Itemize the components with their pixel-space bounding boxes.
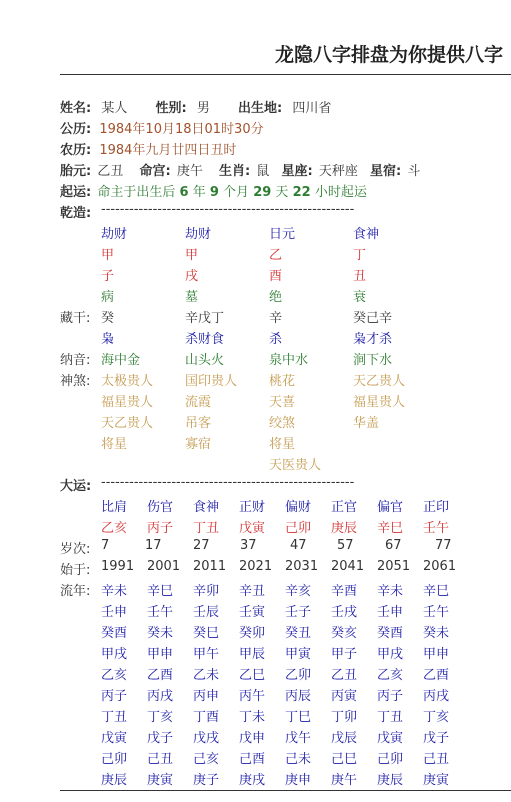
shensha-cell: 太极贵人 [101, 374, 154, 389]
qianzao-zhangsheng-cell: 衰 [353, 290, 367, 305]
dayun-shishen-cell: 正财 [239, 500, 266, 515]
liunian-cell: 己亥 [193, 752, 220, 767]
liunian-cell: 甲申 [147, 647, 174, 662]
liunian-cell: 丁酉 [193, 710, 220, 725]
suici-cell: 17 [145, 538, 162, 553]
liunian-cell: 癸酉 [377, 626, 404, 641]
qianzao-zhangsheng-cell: 墓 [185, 290, 199, 305]
liunian-cell: 丙子 [377, 689, 404, 704]
qianzao-tiangan-cell: 甲 [185, 248, 199, 263]
qiyun-label: 起运: [60, 185, 92, 200]
liunian-cell: 庚申 [285, 773, 312, 788]
taiyuan-value: 乙丑 [97, 164, 124, 179]
liunian-cell: 丙寅 [331, 689, 358, 704]
liunian-cell: 丙午 [239, 689, 266, 704]
qiyun-days-unit: 天 [275, 185, 289, 200]
shensha-cell: 将星 [101, 437, 128, 452]
liunian-cell: 癸巳 [193, 626, 220, 641]
liunian-cell: 癸酉 [101, 626, 128, 641]
liunian-cell: 乙酉 [147, 668, 174, 683]
qianzao-nayin-cell: 海中金 [101, 353, 141, 368]
liunian-cell: 壬戌 [331, 605, 358, 620]
liunian-cell: 庚戌 [239, 773, 266, 788]
name-value: 某人 [101, 101, 128, 116]
qianzao-dizhi-cell: 丑 [353, 269, 367, 284]
shensha-label: 神煞: [60, 374, 91, 389]
dayun-shishen-cell: 比肩 [101, 500, 128, 515]
shiyu-cell: 2051 [377, 559, 411, 574]
liunian-cell: 辛卯 [193, 584, 220, 599]
dayun-ganzhi-cell: 辛巳 [377, 521, 404, 536]
shensha-cell: 天喜 [269, 395, 296, 410]
qianzao-canggan-cell: 癸 [101, 311, 115, 326]
info-row-lunar [60, 139, 236, 158]
shengxiao-label: 生肖: [219, 164, 251, 179]
liunian-cell: 己丑 [423, 752, 450, 767]
liunian-cell: 癸未 [423, 626, 450, 641]
liunian-cell: 辛酉 [331, 584, 358, 599]
qianzao-canggan-cell: 辛戊丁 [185, 311, 225, 326]
birthplace-value: 四川省 [292, 101, 332, 116]
shengxiao-value: 鼠 [256, 164, 270, 179]
qiyun-days: 29 [253, 185, 272, 200]
qianzao-nayin-cell: 涧下水 [353, 353, 393, 368]
qianzao-shishen-cell: 劫财 [185, 227, 212, 242]
suici-cell: 37 [240, 538, 257, 553]
qianzao-dizhi-cell: 子 [101, 269, 115, 284]
liunian-cell: 甲午 [193, 647, 220, 662]
liunian-cell: 庚寅 [423, 773, 450, 788]
qianzao-nayin-cell: 泉中水 [269, 353, 309, 368]
liunian-cell: 辛亥 [285, 584, 312, 599]
liunian-cell: 乙亥 [101, 668, 128, 683]
liunian-cell: 甲申 [423, 647, 450, 662]
liunian-cell: 丁巳 [285, 710, 312, 725]
liunian-cell: 乙未 [193, 668, 220, 683]
solar-value: 1984年10月18日01时30分 [99, 122, 264, 137]
liunian-cell: 丙申 [193, 689, 220, 704]
qianzao-dizhi-cell: 酉 [269, 269, 283, 284]
qianzao-tiangan-cell: 乙 [269, 248, 283, 263]
xingxiu-value: 斗 [407, 164, 421, 179]
dayun-shishen-cell: 偏财 [285, 500, 312, 515]
liunian-cell: 己丑 [147, 752, 174, 767]
liunian-cell: 戊寅 [101, 731, 128, 746]
qiyun-years-unit: 年 [192, 185, 206, 200]
dayun-ganzhi-cell: 壬午 [423, 521, 450, 536]
liunian-cell: 庚子 [193, 773, 220, 788]
liunian-cell: 乙酉 [423, 668, 450, 683]
qianzao-shishen-cell: 劫财 [101, 227, 128, 242]
liunian-cell: 己卯 [101, 752, 128, 767]
qianzao-nayin-cell: 山头火 [185, 353, 225, 368]
liunian-cell: 丙子 [101, 689, 128, 704]
liunian-cell: 丁亥 [147, 710, 174, 725]
liunian-cell: 壬午 [147, 605, 174, 620]
qianzao-zhangsheng-cell: 病 [101, 290, 115, 305]
liunian-cell: 戊子 [423, 731, 450, 746]
xingxiu-label: 星宿: [370, 164, 402, 179]
qianzao-shishen-cell: 食神 [353, 227, 380, 242]
shensha-cell: 吊客 [185, 416, 212, 431]
qiyun-prefix: 命主于出生后 [97, 185, 176, 200]
info-row-qiyun [60, 181, 367, 200]
liunian-cell: 丁丑 [101, 710, 128, 725]
qianzao-tiangan-cell: 甲 [101, 248, 115, 263]
dayun-shishen-cell: 正印 [423, 500, 450, 515]
suici-cell: 57 [337, 538, 354, 553]
xingzuo-value: 天秤座 [318, 164, 358, 179]
liunian-cell: 己未 [285, 752, 312, 767]
shensha-cell: 天乙贵人 [353, 374, 406, 389]
sex-value: 男 [196, 101, 210, 116]
liunian-cell: 甲戌 [377, 647, 404, 662]
qianzao-zhangsheng-cell: 绝 [269, 290, 283, 305]
liunian-cell: 辛未 [377, 584, 404, 599]
dayun-shishen-cell: 伤官 [147, 500, 174, 515]
liunian-cell: 丙辰 [285, 689, 312, 704]
liunian-cell: 丁亥 [423, 710, 450, 725]
liunian-cell: 癸亥 [331, 626, 358, 641]
dayun-divider: ------------------------------------------------------ [101, 475, 355, 490]
liunian-cell: 庚午 [331, 773, 358, 788]
shensha-cell: 福星贵人 [101, 395, 154, 410]
liunian-cell: 乙丑 [331, 668, 358, 683]
qianzao-canggan-cell: 辛 [269, 311, 283, 326]
liunian-cell: 己酉 [239, 752, 266, 767]
liunian-cell: 庚寅 [147, 773, 174, 788]
lunar-label: 农历: [60, 143, 92, 158]
info-row-taiyuan [60, 160, 420, 179]
suici-cell: 7 [101, 538, 110, 553]
liunian-cell: 丁丑 [377, 710, 404, 725]
liunian-cell: 甲子 [331, 647, 358, 662]
liunian-cell: 戊辰 [331, 731, 358, 746]
liunian-cell: 乙巳 [239, 668, 266, 683]
shiyu-cell: 2021 [239, 559, 273, 574]
shiyu-cell: 1991 [101, 559, 135, 574]
qianzao-tiangan-cell: 丁 [353, 248, 367, 263]
dayun-ganzhi-cell: 乙亥 [101, 521, 128, 536]
liunian-cell: 庚辰 [377, 773, 404, 788]
shensha-cell: 天乙贵人 [101, 416, 154, 431]
liunian-cell: 戊子 [147, 731, 174, 746]
shensha-cell: 寡宿 [185, 437, 212, 452]
info-row-name [60, 97, 331, 116]
shiyu-cell: 2011 [193, 559, 227, 574]
shiyu-cell: 2001 [147, 559, 181, 574]
lunar-value: 1984年九月廿四日丑时 [99, 143, 237, 158]
liunian-cell: 壬申 [101, 605, 128, 620]
liunian-cell: 丙戌 [423, 689, 450, 704]
qianzao-canggan-shishen-cell: 杀财食 [185, 332, 225, 347]
shiyu-label: 始于: [60, 563, 91, 578]
liunian-cell: 辛巳 [147, 584, 174, 599]
liunian-cell: 戊寅 [377, 731, 404, 746]
suici-cell: 47 [290, 538, 307, 553]
birthplace-label: 出生地: [238, 101, 283, 116]
dayun-shishen-cell: 偏官 [377, 500, 404, 515]
shensha-cell: 天医贵人 [269, 458, 322, 473]
qiyun-months-unit: 个月 [223, 185, 250, 200]
liunian-cell: 戊戌 [193, 731, 220, 746]
liunian-cell: 辛丑 [239, 584, 266, 599]
liunian-cell: 戊申 [239, 731, 266, 746]
liunian-cell: 丙戌 [147, 689, 174, 704]
liunian-label: 流年: [60, 584, 91, 599]
dayun-ganzhi-cell: 己卯 [285, 521, 312, 536]
dayun-ganzhi-cell: 丁丑 [193, 521, 220, 536]
shiyu-cell: 2061 [423, 559, 457, 574]
liunian-cell: 戊午 [285, 731, 312, 746]
name-label: 姓名: [60, 101, 92, 116]
solar-label: 公历: [60, 122, 92, 137]
page-title: 龙隐八字排盘为你提供八字 [275, 44, 504, 66]
qiyun-years: 6 [179, 185, 189, 200]
liunian-cell: 癸丑 [285, 626, 312, 641]
shensha-cell: 桃花 [269, 374, 296, 389]
title-divider [60, 74, 511, 75]
liunian-cell: 甲辰 [239, 647, 266, 662]
shensha-cell: 将星 [269, 437, 296, 452]
shensha-cell: 福星贵人 [353, 395, 406, 410]
qiyun-hours: 22 [292, 185, 311, 200]
dayun-ganzhi-cell: 庚辰 [331, 521, 358, 536]
qiyun-hours-unit: 小时起运 [314, 185, 367, 200]
liunian-cell: 丁未 [239, 710, 266, 725]
liunian-cell: 乙卯 [285, 668, 312, 683]
minggong-value: 庚午 [176, 164, 203, 179]
minggong-label: 命宫: [139, 164, 171, 179]
xingzuo-label: 星座: [281, 164, 313, 179]
liunian-cell: 己卯 [377, 752, 404, 767]
liunian-cell: 癸未 [147, 626, 174, 641]
liunian-cell: 辛巳 [423, 584, 450, 599]
liunian-cell: 甲寅 [285, 647, 312, 662]
taiyuan-label: 胎元: [60, 164, 92, 179]
liunian-cell: 辛未 [101, 584, 128, 599]
shiyu-cell: 2041 [331, 559, 365, 574]
liunian-cell: 壬子 [285, 605, 312, 620]
suici-cell: 27 [193, 538, 210, 553]
liunian-cell: 丁卯 [331, 710, 358, 725]
qianzao-shishen-cell: 日元 [269, 227, 296, 242]
qianzao-canggan-shishen-cell: 杀 [269, 332, 283, 347]
dayun-shishen-cell: 正官 [331, 500, 358, 515]
liunian-cell: 甲戌 [101, 647, 128, 662]
dayun-label: 大运: [60, 479, 92, 494]
suici-cell: 77 [435, 538, 452, 553]
nayin-label: 纳音: [60, 353, 91, 368]
shensha-cell: 国印贵人 [185, 374, 238, 389]
liunian-cell: 壬午 [423, 605, 450, 620]
suici-label: 岁次: [60, 542, 91, 557]
bottom-divider [60, 790, 511, 791]
qianzao-canggan-shishen-cell: 枭 [101, 332, 115, 347]
shensha-cell: 绞煞 [269, 416, 296, 431]
shiyu-cell: 2031 [285, 559, 319, 574]
suici-cell: 67 [385, 538, 402, 553]
sex-label: 性别: [155, 101, 187, 116]
liunian-cell: 壬寅 [239, 605, 266, 620]
canggan-label: 藏干: [60, 311, 91, 326]
liunian-cell: 壬申 [377, 605, 404, 620]
shensha-cell: 华盖 [353, 416, 380, 431]
liunian-cell: 庚辰 [101, 773, 128, 788]
dayun-ganzhi-cell: 戊寅 [239, 521, 266, 536]
liunian-cell: 己巳 [331, 752, 358, 767]
dayun-shishen-cell: 食神 [193, 500, 220, 515]
qianzao-divider: ------------------------------------------------------ [101, 202, 355, 217]
qiyun-months: 9 [209, 185, 219, 200]
dayun-ganzhi-cell: 丙子 [147, 521, 174, 536]
info-row-solar [60, 118, 264, 137]
shensha-cell: 流霞 [185, 395, 212, 410]
qianzao-dizhi-cell: 戌 [185, 269, 199, 284]
liunian-cell: 癸卯 [239, 626, 266, 641]
qianzao-canggan-shishen-cell: 枭才杀 [353, 332, 393, 347]
liunian-cell: 乙亥 [377, 668, 404, 683]
qianzao-label: 乾造: [60, 206, 92, 221]
qianzao-canggan-cell: 癸己辛 [353, 311, 393, 326]
liunian-cell: 壬辰 [193, 605, 220, 620]
